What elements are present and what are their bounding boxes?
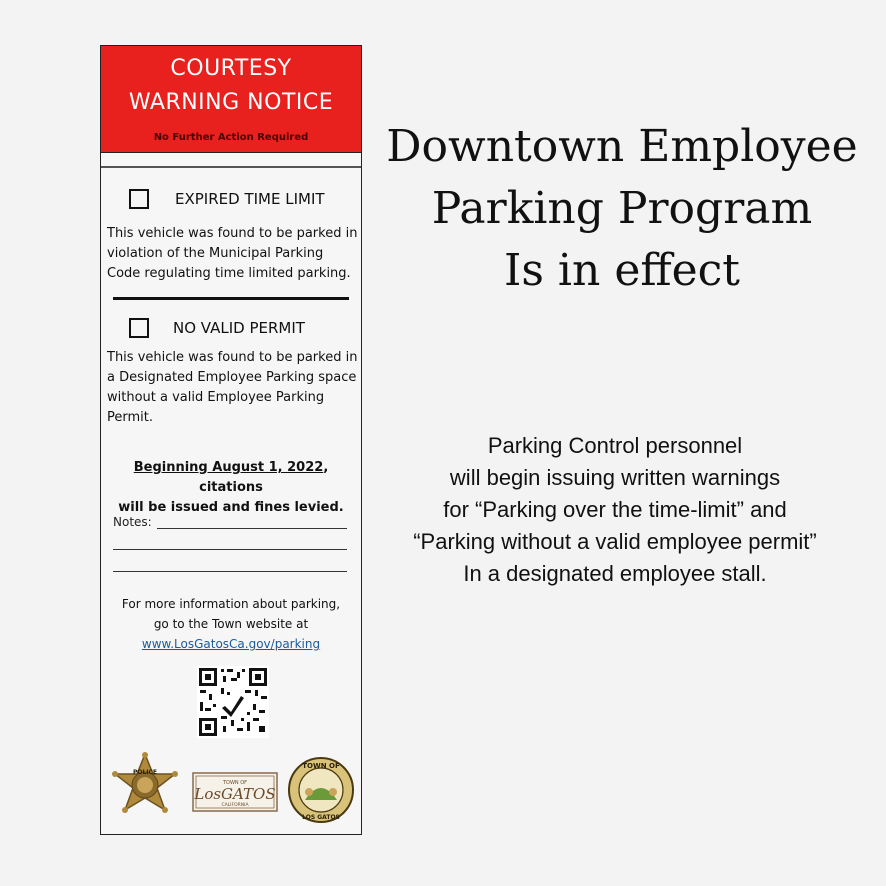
police-badge-icon [111, 752, 179, 824]
banner-title-courtesy: COURTESY [170, 56, 292, 81]
label-expired-time-limit: EXPIRED TIME LIMIT [175, 190, 325, 208]
checkbox-no-valid-permit[interactable] [129, 318, 149, 338]
banner-subtitle: No Further Action Required [153, 132, 309, 143]
notes-line-2[interactable] [113, 549, 347, 550]
label-no-valid-permit: NO VALID PERMIT [173, 319, 305, 337]
body-line-2: will begin issuing written warnings [449, 465, 781, 490]
notes-line-3[interactable] [113, 571, 347, 572]
parking-website-link[interactable]: www.LosGatosCa.gov/parking [141, 637, 321, 651]
town-logo-name: LosGATOS [194, 785, 276, 803]
courtesy-warning-notice-card [100, 45, 362, 835]
citations-notice [101, 458, 361, 518]
body-line-1: Parking Control personnel [487, 433, 743, 458]
town-logo-icon [192, 772, 278, 812]
notice-banner [101, 46, 361, 153]
citations-start-date: Beginning August 1, 2022 [133, 460, 324, 475]
seal-top-text: TOWN OF [302, 762, 340, 770]
body-line-4: “Parking without a valid employee permit” [413, 529, 817, 554]
divider-thick [113, 297, 349, 300]
badge-text: POLICE [132, 769, 158, 776]
headline-line-2: Parking Program [431, 183, 813, 234]
headline-line-3: Is in effect [503, 245, 740, 296]
seal-bottom-text: LOS GATOS [302, 814, 340, 821]
parking-info [101, 594, 361, 654]
notes-line-1[interactable] [157, 528, 347, 529]
citations-rest-2: will be issued and fines levied. [118, 500, 344, 515]
divider-thin [101, 166, 361, 168]
headline-line-1: Downtown Employee [386, 121, 858, 172]
town-logo-state: CALIFORNIA [221, 803, 249, 808]
text-no-valid-permit: This vehicle was found to be parked in a Designated Employee Parking space without a valid Employee Parking Permit. [107, 350, 358, 425]
body-line-5: In a designated employee stall. [463, 561, 767, 586]
qr-code-icon[interactable] [197, 666, 269, 738]
info-line-1: For more information about parking, [121, 597, 341, 611]
info-line-2: go to the Town website at [153, 617, 309, 631]
town-logo-top-text: TOWN OF [222, 780, 248, 786]
text-expired-time-limit: This vehicle was found to be parked in violation of the Municipal Parking Code regulating time limited parking. [107, 226, 358, 281]
program-headline [372, 116, 872, 302]
body-line-3: for “Parking over the time-limit” and [443, 497, 787, 522]
town-seal-icon [287, 756, 355, 824]
banner-title-warning-notice: WARNING NOTICE [128, 90, 334, 115]
citations-rest-1: , citations [199, 460, 329, 495]
program-description [365, 430, 865, 590]
checkbox-expired-time-limit[interactable] [129, 189, 149, 209]
notes-label: Notes: [113, 515, 152, 529]
